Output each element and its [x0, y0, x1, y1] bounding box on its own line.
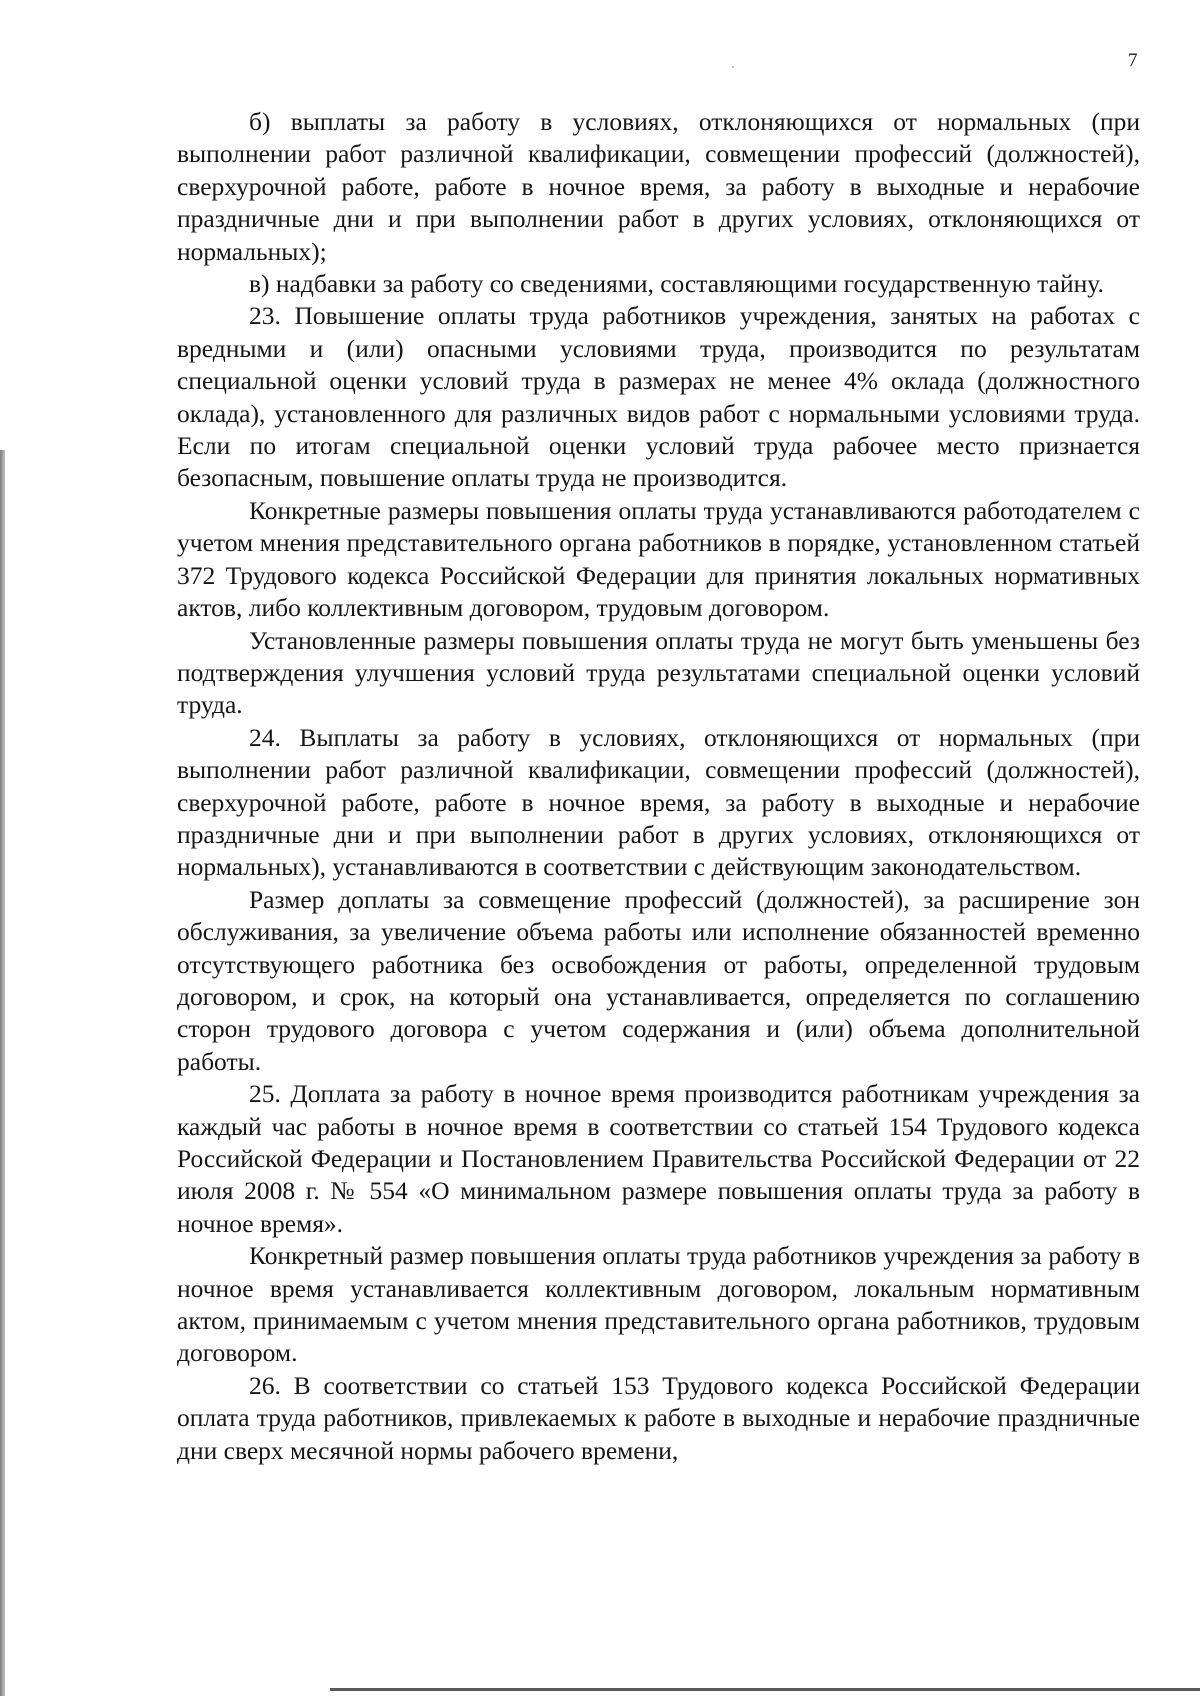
paragraph-24-combination: Размер доплаты за совмещение профессий (должностей), за расширение зон обслуживания, за увеличение объема работы или исполнение обязанностей временно отсутствующего работника без освобождения от работы, определенной трудовым договором, и срок, на который она устанавливается, определяется по соглашению сторон трудового договора с учетом содержания и (или) объема дополнительной работы.	[177, 884, 1140, 1076]
paragraph-23: 23. Повышение оплаты труда работников учреждения, занятых на работах с вредными и (или) опасными условиями труда, производится по результатам специальной оценки условий труда в размерах не менее 4% оклада (должностного оклада), установленного для различных видов работ с нормальными условиями труда. Если по итогам специальной оценки условий труда рабочее место признается безопасным, повышение оплаты труда не производится.	[177, 301, 1140, 493]
scan-speck	[732, 66, 734, 68]
paragraph-25: 25. Доплата за работу в ночное время производится работникам учреждения за каждый час работы в ночное время в соответствии со статьей 154 Трудового кодекса Российской Федерации и Постановлением Правительства Российской Федерации от 22 июля 2008 г. № 554 «О минимальном размере повышения оплаты труда за работу в ночное время».	[177, 1079, 1140, 1238]
paragraph-v: в) надбавки за работу со сведениями, составляющими государственную тайну.	[249, 269, 1104, 299]
scan-shadow-left	[0, 450, 5, 1696]
document-body	[177, 106, 1140, 1467]
paragraph-26: 26. В соответствии со статьей 153 Трудового кодекса Российской Федерации оплата труда работников, привлекаемых к работе в выходные и нерабочие праздничные дни сверх месячной нормы рабочего времени,	[177, 1370, 1140, 1465]
scan-shadow-bottom	[330, 1688, 1200, 1691]
paragraph-25-night-rate: Конкретный размер повышения оплаты труда работников учреждения за работу в ночное время устанавливается коллективным договором, локальным нормативным актом, принимаемым с учетом мнения представительного органа работников, трудовым договором.	[177, 1241, 1140, 1368]
page-number: 7	[1128, 50, 1138, 71]
paragraph-b: б) выплаты за работу в условиях, отклоняющихся от нормальных (при выполнении работ различной квалификации, совмещении профессий (должностей), сверхурочной работе, работе в ночное время, за работу в выходные и нерабочие праздничные дни и при выполнении работ в других условиях, отклоняющихся от нормальных);	[177, 107, 1140, 266]
paragraph-23-established: Установленные размеры повышения оплаты труда не могут быть уменьшены без подтверждения улучшения условий труда результатами специальной оценки условий труда.	[177, 625, 1140, 720]
paragraph-24: 24. Выплаты за работу в условиях, отклоняющихся от нормальных (при выполнении работ различной квалификации, совмещении профессий (должностей), сверхурочной работе, работе в ночное время, за работу в выходные и нерабочие праздничные дни и при выполнении работ в других условиях, отклоняющихся от нормальных), устанавливаются в соответствии с действующим законодательством.	[177, 722, 1140, 882]
paragraph-23-sizes: Конкретные размеры повышения оплаты труда устанавливаются работодателем с учетом мнения представительного органа работников в порядке, установленном статьей 372 Трудового кодекса Российской Федерации для принятия локальных нормативных актов, либо коллективным договором, трудовым договором.	[177, 495, 1140, 623]
